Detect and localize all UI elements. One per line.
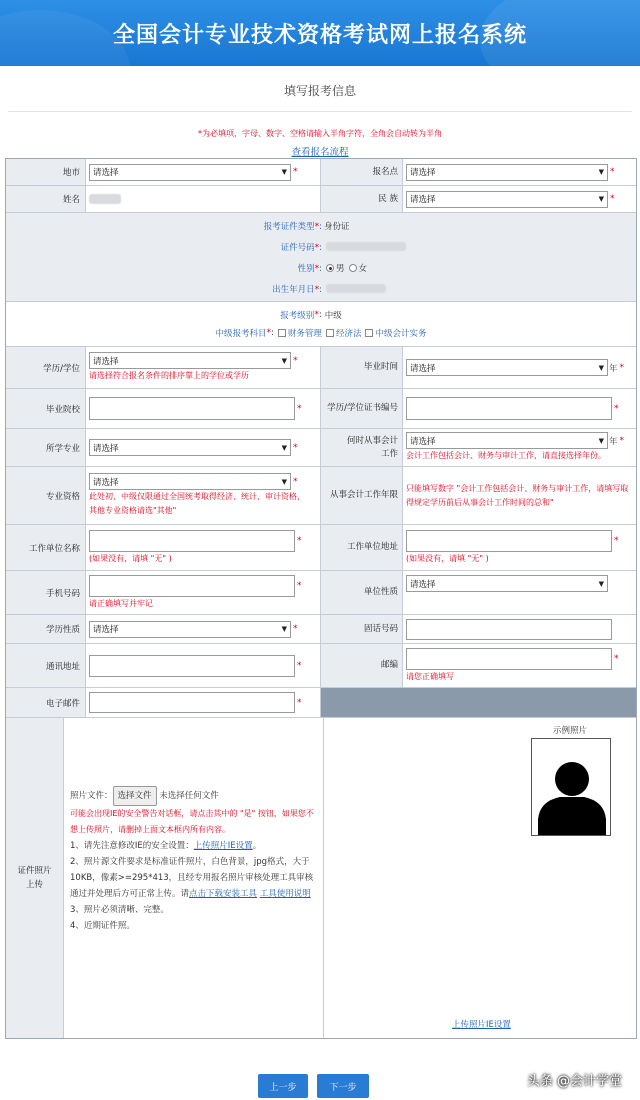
sample-photo bbox=[531, 738, 611, 836]
subject-checkbox-3[interactable] bbox=[365, 329, 373, 337]
work-start-select[interactable] bbox=[406, 432, 608, 449]
ethnic-label: 民 族 bbox=[321, 186, 403, 212]
subject-checkbox-2[interactable] bbox=[326, 329, 334, 337]
photo-instructions bbox=[64, 718, 324, 1038]
birth-label: 出生年月日 bbox=[272, 284, 315, 295]
id-type-value: 身份证 bbox=[324, 221, 350, 232]
required-mark: * bbox=[619, 435, 625, 446]
employer-addr-hint: (如果没有，请填 "无" ) bbox=[406, 553, 489, 563]
subject-label-3: 中级会计实务 bbox=[375, 329, 427, 339]
form-row-level bbox=[6, 302, 636, 347]
id-no-label: 证件号码 bbox=[280, 242, 315, 253]
unit-type-cell bbox=[403, 571, 636, 614]
required-mark: * bbox=[293, 355, 298, 366]
grad-time-cell bbox=[403, 347, 636, 388]
cert-no-cell bbox=[403, 389, 636, 428]
site-cell bbox=[403, 159, 636, 185]
address-label: 通讯地址 bbox=[6, 644, 86, 687]
major-cell bbox=[86, 429, 321, 466]
form-row-school bbox=[6, 389, 636, 429]
edu-type-select[interactable] bbox=[89, 621, 291, 638]
grad-time-select[interactable] bbox=[406, 359, 608, 376]
major-select[interactable] bbox=[89, 439, 291, 456]
grad-time-value: 请选择 bbox=[410, 363, 436, 374]
qual-label: 专业资格 bbox=[6, 467, 86, 524]
required-mark: * bbox=[293, 167, 298, 177]
qual-cell bbox=[86, 467, 321, 524]
name-cell bbox=[86, 186, 321, 212]
chevron-down-icon: ▼ bbox=[598, 195, 604, 203]
colon: : bbox=[318, 310, 322, 320]
gender-female-label: 女 bbox=[358, 263, 368, 274]
email-label: 电子邮件 bbox=[6, 688, 86, 717]
form-row-mobile bbox=[6, 571, 636, 615]
divider bbox=[8, 111, 632, 112]
qual-select-value: 请选择 bbox=[93, 477, 119, 488]
email-cell bbox=[86, 688, 321, 717]
address-cell bbox=[86, 644, 321, 687]
required-mark: * bbox=[266, 328, 272, 338]
form-row-employer bbox=[6, 525, 636, 571]
phone-label: 固话号码 bbox=[321, 615, 403, 643]
identity-block bbox=[6, 213, 636, 301]
watermark: 头条 @会计学堂 bbox=[526, 1074, 622, 1089]
work-start-label: 何时从事会计工作 bbox=[321, 429, 403, 466]
ie-settings-link[interactable]: 上传照片IE设置 bbox=[193, 841, 253, 851]
colon: : bbox=[319, 221, 322, 232]
mobile-input[interactable] bbox=[89, 575, 295, 597]
site-select-value: 请选择 bbox=[410, 168, 436, 178]
tool-guide-link[interactable]: 工具使用说明 bbox=[259, 889, 311, 899]
colon: : bbox=[319, 242, 322, 253]
cert-no-label: 学历/学位证书编号 bbox=[321, 389, 403, 428]
redacted-name bbox=[89, 194, 121, 204]
sample-photo-title: 示例照片 bbox=[552, 726, 587, 736]
chevron-down-icon: ▼ bbox=[281, 443, 287, 452]
unit-type-select[interactable] bbox=[406, 575, 608, 592]
chevron-down-icon: ▼ bbox=[281, 356, 287, 365]
ie-settings-link-bottom[interactable]: 上传照片IE设置 bbox=[452, 1020, 511, 1030]
email-input[interactable] bbox=[89, 692, 295, 713]
work-start-value: 请选择 bbox=[410, 436, 436, 447]
photo-label: 证件照片上传 bbox=[6, 718, 64, 1038]
years-cell bbox=[403, 467, 636, 524]
edu-label: 学历/学位 bbox=[6, 347, 86, 388]
colon: : bbox=[319, 284, 322, 295]
required-mark: * bbox=[297, 660, 302, 671]
edu-select-value: 请选择 bbox=[93, 356, 119, 367]
required-mark: * bbox=[314, 310, 319, 320]
download-tool-link[interactable]: 点击下载安装工具 bbox=[189, 889, 258, 899]
chevron-down-icon: ▼ bbox=[598, 168, 604, 176]
system-title: 全国会计专业技术资格考试网上报名系统 bbox=[112, 22, 527, 48]
photo-sample-area bbox=[324, 718, 636, 1038]
unit-type-value: 请选择 bbox=[410, 579, 436, 590]
required-mark: * bbox=[293, 442, 298, 453]
phone-input[interactable] bbox=[406, 619, 612, 640]
page-subtitle: 填写报考信息 bbox=[283, 84, 356, 98]
required-mark: * bbox=[314, 284, 320, 295]
site-label: 报名点 bbox=[321, 159, 403, 185]
edu-type-cell bbox=[86, 615, 321, 643]
required-mark: * bbox=[293, 624, 298, 634]
subject-label-2: 经济法 bbox=[335, 329, 362, 339]
gender-male-radio[interactable] bbox=[326, 264, 334, 272]
mobile-hint: 请正确填写并牢记 bbox=[89, 598, 153, 608]
step2-text: 2、照片源文件要求是标准证件照片，白色背景，jpg格式，大于10KB，像素>=295*413，且经专用报名照片审核处理工具审核通过并处理后方可正常上传。请 bbox=[70, 857, 314, 899]
required-mark: * bbox=[297, 403, 302, 414]
next-button[interactable]: 下一步 bbox=[317, 1074, 369, 1098]
gender-label: 性别 bbox=[297, 263, 315, 274]
redacted-birth bbox=[326, 284, 386, 293]
school-label: 毕业院校 bbox=[6, 389, 86, 428]
photo-warning: 可能会出现IE的安全警告对话框，请点击其中的 "是" 按钮，如果您不想上传照片，请删掉上面文本框内所有内容。 bbox=[70, 809, 314, 834]
employer-addr-cell bbox=[403, 525, 636, 570]
level-label: 报考级别 bbox=[280, 311, 315, 321]
year-unit: 年 bbox=[609, 436, 618, 447]
postcode-input[interactable] bbox=[406, 648, 612, 670]
required-mark: * bbox=[619, 362, 625, 373]
address-input[interactable] bbox=[89, 655, 295, 677]
form-row-name bbox=[6, 186, 636, 213]
subject-label-1: 财务管理 bbox=[287, 329, 322, 339]
postcode-label: 邮编 bbox=[321, 644, 403, 687]
step4-text: 4、近期证件照。 bbox=[70, 921, 135, 931]
city-label: 地市 bbox=[6, 159, 86, 185]
view-flow-link[interactable]: 查看报名流程 bbox=[291, 147, 349, 158]
city-select[interactable] bbox=[89, 164, 291, 181]
unit-type-label: 单位性质 bbox=[321, 571, 403, 614]
required-mark: * bbox=[314, 221, 320, 232]
cert-no-input[interactable] bbox=[406, 397, 612, 420]
step1-text: 1、请先注意修改IE的安全设置： bbox=[70, 841, 194, 851]
work-start-cell bbox=[403, 429, 636, 466]
chevron-down-icon: ▼ bbox=[598, 436, 604, 445]
edu-type-value: 请选择 bbox=[93, 625, 119, 635]
form-row-address bbox=[6, 644, 636, 688]
subjects-label: 中级报考科目 bbox=[215, 329, 267, 339]
required-mark: * bbox=[610, 194, 615, 204]
city-select-value: 请选择 bbox=[93, 168, 119, 178]
postcode-cell bbox=[403, 644, 636, 687]
employer-hint: (如果没有，请填 "无" ) bbox=[89, 553, 172, 563]
required-mark: * bbox=[297, 580, 302, 591]
employer-addr-input[interactable] bbox=[406, 530, 612, 552]
choose-file-button[interactable]: 选择文件 bbox=[113, 786, 157, 806]
required-mark: * bbox=[614, 653, 619, 664]
school-input[interactable] bbox=[89, 397, 295, 420]
empty-filler bbox=[321, 688, 636, 717]
chevron-down-icon: ▼ bbox=[598, 579, 604, 588]
year-unit: 年 bbox=[609, 363, 618, 374]
city-cell bbox=[86, 159, 321, 185]
grad-time-label: 毕业时间 bbox=[321, 347, 403, 388]
prev-button[interactable]: 上一步 bbox=[258, 1074, 308, 1098]
qual-hint: 此处初、中级仅限通过全国统考取得经济、统计、审计资格，其他专业资格请选"其他" bbox=[89, 492, 305, 515]
edu-cell bbox=[86, 347, 321, 388]
required-mark: * bbox=[293, 476, 298, 487]
chevron-down-icon: ▼ bbox=[598, 363, 604, 372]
work-start-hint: 会计工作包括会计、财务与审计工作，请直接选择年份。 bbox=[406, 451, 606, 460]
major-label: 所学专业 bbox=[6, 429, 86, 466]
form-row-identity bbox=[6, 213, 636, 302]
employer-input[interactable] bbox=[89, 530, 295, 552]
required-notice: *为必填项，字母、数字、空格请输入半角字符，全角会自动转为半角 bbox=[198, 129, 442, 138]
required-mark: * bbox=[610, 167, 615, 177]
file-label: 照片文件： bbox=[70, 791, 113, 801]
edu-hint: 请选择符合报名条件的排序靠上的学位或学历 bbox=[89, 371, 249, 380]
person-silhouette-icon bbox=[532, 739, 611, 836]
form-row-education bbox=[6, 347, 636, 389]
postcode-hint: 请您正确填写 bbox=[406, 671, 454, 681]
mobile-cell bbox=[86, 571, 321, 614]
phone-cell bbox=[403, 615, 636, 643]
subject-checkbox-1[interactable] bbox=[278, 329, 286, 337]
employer-cell bbox=[86, 525, 321, 570]
school-cell bbox=[86, 389, 321, 428]
chevron-down-icon: ▼ bbox=[281, 625, 287, 633]
form-row-email bbox=[6, 688, 636, 718]
colon: : bbox=[319, 263, 322, 274]
required-mark: * bbox=[314, 242, 320, 253]
years-hint: 只能填写数字 "会计工作包括会计、财务与审计工作，请填写取得规定学历前后从事会计工作时间的总和" bbox=[406, 483, 629, 507]
required-mark: * bbox=[297, 697, 302, 708]
required-mark: * bbox=[314, 263, 320, 274]
header-banner bbox=[0, 0, 640, 66]
level-block bbox=[6, 302, 636, 346]
redacted-id bbox=[326, 242, 406, 251]
form-row-city bbox=[6, 159, 636, 186]
no-file-text: 未选择任何文件 bbox=[159, 791, 219, 801]
chevron-down-icon: ▼ bbox=[281, 477, 287, 486]
form-row-edu-type bbox=[6, 615, 636, 644]
flow-link-wrap bbox=[0, 144, 640, 158]
id-type-label: 报考证件类型 bbox=[263, 221, 315, 232]
form-row-qualification bbox=[6, 467, 636, 525]
registration-form bbox=[5, 158, 637, 1039]
gender-male-label: 男 bbox=[336, 263, 345, 274]
ethnic-select[interactable] bbox=[406, 191, 608, 208]
gender-female-radio[interactable] bbox=[349, 264, 357, 272]
name-label: 姓名 bbox=[6, 186, 86, 212]
step1-end: 。 bbox=[252, 841, 262, 851]
mobile-label: 手机号码 bbox=[6, 571, 86, 614]
form-row-photo bbox=[6, 718, 636, 1038]
edu-type-label: 学历性质 bbox=[6, 615, 86, 643]
major-select-value: 请选择 bbox=[93, 443, 119, 454]
employer-label: 工作单位名称 bbox=[6, 525, 86, 570]
years-label: 从事会计工作年限 bbox=[321, 467, 403, 524]
colon: : bbox=[271, 328, 274, 338]
employer-addr-label: 工作单位地址 bbox=[321, 525, 403, 570]
step3-text: 3、照片必须清晰、完整。 bbox=[70, 905, 169, 915]
edu-select[interactable] bbox=[89, 352, 291, 369]
level-value: 中级 bbox=[324, 311, 342, 321]
required-mark: * bbox=[614, 403, 619, 414]
form-row-major bbox=[6, 429, 636, 467]
ethnic-select-value: 请选择 bbox=[410, 195, 436, 205]
ethnic-cell bbox=[403, 186, 636, 212]
qual-select[interactable] bbox=[89, 473, 291, 490]
chevron-down-icon: ▼ bbox=[281, 168, 287, 176]
required-mark: * bbox=[614, 535, 619, 546]
site-select[interactable] bbox=[406, 164, 608, 181]
required-mark: * bbox=[297, 535, 302, 546]
